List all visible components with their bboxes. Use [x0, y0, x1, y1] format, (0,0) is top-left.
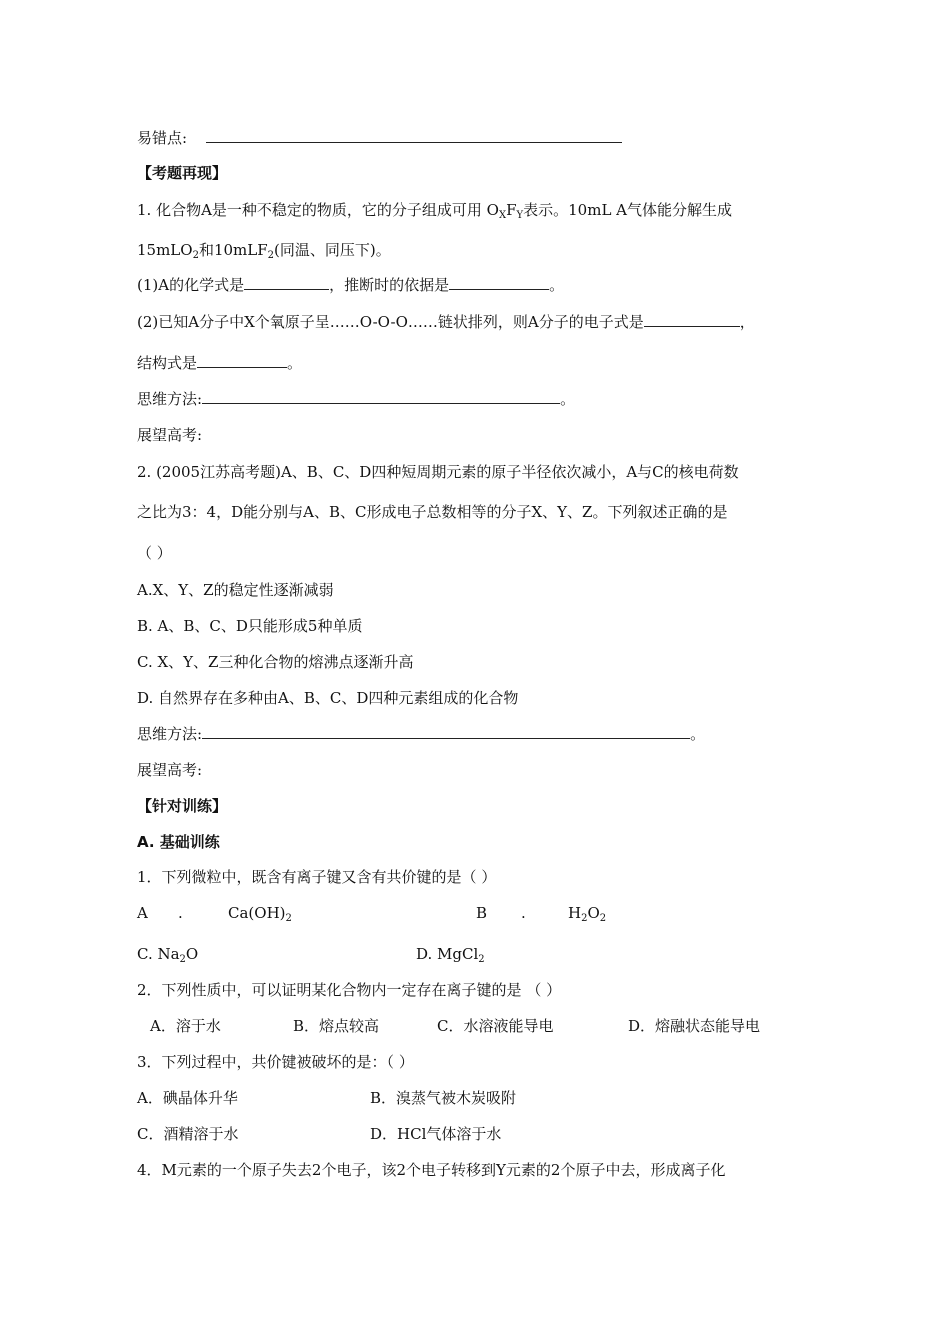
q1-part1-end: 。 [549, 276, 565, 294]
q2-option-a: A.X、Y、Z的稳定性逐渐减弱 [137, 581, 334, 599]
t3-option-a: A．碘晶体升华 [137, 1089, 238, 1107]
t1-a-text: Ca(OH) [228, 904, 286, 922]
q2-method-blank [202, 724, 690, 739]
q1-sub-y: Y [516, 210, 524, 221]
q2-outlook: 展望高考: [137, 761, 203, 779]
section-train-title: 【针对训练】 [137, 797, 228, 815]
q1-method-end: 。 [560, 390, 576, 408]
mistakes-label: 易错点: [137, 129, 188, 147]
q1-part2-comma: ， [739, 313, 755, 331]
t1-b-text2: O [587, 904, 600, 922]
q2-option-d: D. 自然界存在多种由A、B、C、D四种元素组成的化合物 [137, 689, 519, 707]
t1-d-sub: 2 [478, 954, 485, 965]
q2-method-end: 。 [690, 725, 706, 743]
t2-option-c: C．水溶液能导电 [437, 1017, 554, 1035]
t1-option-a-dot: . [178, 904, 183, 922]
t1-b-sub: 2 [581, 913, 588, 924]
t1-c-text: C. Na [137, 945, 180, 963]
q1-outlook: 展望高考: [137, 426, 203, 444]
q1-line2-c: (同温、同压下)。 [274, 241, 391, 259]
q1-part2 [137, 312, 755, 332]
q1-text-b: F [506, 201, 517, 219]
q1-line1 [137, 200, 732, 226]
q1-text-c: 表示。10mL A气体能分解生成 [523, 201, 733, 219]
t2-stem: 2．下列性质中，可以证明某化合物内一定存在离子键的是 （ ） [137, 981, 562, 999]
t2-option-a: A．溶于水 [150, 1017, 221, 1035]
q1-formula-blank [244, 275, 329, 290]
t3-option-c: C．酒精溶于水 [137, 1125, 239, 1143]
q1-structure-end: 。 [287, 354, 303, 372]
q2-paren: （ ） [137, 544, 172, 562]
t3-option-d: D．HCl气体溶于水 [370, 1125, 502, 1143]
t3-stem: 3．下列过程中，共价键被破坏的是：（ ） [137, 1053, 414, 1071]
t2-option-b: B．熔点较高 [293, 1017, 380, 1035]
q1-sub-x: X [498, 210, 507, 221]
q1-part1 [137, 275, 564, 295]
q1-line2-a: 15mLO [137, 241, 193, 259]
q1-method-blank [202, 389, 560, 404]
t4-stem: 4．M元素的一个原子失去2个电子，该2个电子转移到Y元素的2个原子中去，形成离子化 [137, 1161, 726, 1179]
q1-part1-text: (1)A的化学式是 [137, 276, 245, 294]
mistakes-blank [206, 128, 622, 143]
q2-line2: 之比为3：4，D能分别与A、B、C形成电子总数相等的分子X、Y、Z。下列叙述正确的是 [137, 503, 728, 521]
t1-d-text: D. MgCl [416, 945, 479, 963]
q1-structure-blank [197, 353, 287, 368]
mistakes-line [137, 128, 622, 148]
q1-part2-text: (2)已知A分子中X个氧原子呈……O-O-O……链状排列，则A分子的电子式是 [137, 313, 644, 331]
q1-method-label: 思维方法: [137, 390, 203, 408]
q1-line2-sub-b: 2 [267, 250, 275, 261]
t1-option-b-dot: . [521, 904, 526, 922]
t1-option-d [416, 944, 485, 970]
t2-option-d: D．熔融状态能导电 [628, 1017, 761, 1035]
t3-option-b: B．溴蒸气被木炭吸附 [370, 1089, 517, 1107]
section-train-subtitle: A. 基础训练 [137, 833, 220, 851]
t1-stem: 1．下列微粒中，既含有离子键又含有共价键的是（ ） [137, 868, 497, 886]
t1-option-a-label: A [137, 904, 148, 922]
t1-b-sub2: 2 [599, 913, 607, 924]
q1-basis-blank [449, 275, 549, 290]
t1-option-a [228, 903, 292, 929]
q2-line1: 2. (2005江苏高考题)A、B、C、D四种短周期元素的原子半径依次减小，A与C的核电荷数 [137, 463, 739, 481]
q1-line2 [137, 240, 391, 266]
q2-method [137, 724, 705, 744]
t1-option-b [568, 903, 606, 929]
section-exam-title: 【考题再现】 [137, 164, 228, 182]
q2-option-c: C. X、Y、Z三种化合物的熔沸点逐渐升高 [137, 653, 414, 671]
t1-b-text: H [568, 904, 582, 922]
q1-line2-b: 和10mLF [198, 241, 268, 259]
t1-option-b-label: B [476, 904, 488, 922]
q1-structure [137, 353, 302, 373]
q1-structure-text: 结构式是 [137, 354, 198, 372]
t1-c-sub: 2 [179, 954, 186, 965]
q1-method [137, 389, 575, 409]
q1-text-a: 1. 化合物A是一种不稳定的物质，它的分子组成可用 O [137, 201, 499, 219]
q2-method-label: 思维方法: [137, 725, 203, 743]
t1-option-c [137, 944, 198, 970]
q1-line2-sub-a: 2 [192, 250, 199, 261]
t1-c-text2: O [185, 945, 199, 963]
q1-part1-basis: ，推断时的依据是 [329, 276, 450, 294]
t1-a-sub: 2 [285, 913, 292, 924]
q2-option-b: B. A、B、C、D只能形成5种单质 [137, 617, 363, 635]
q1-electron-formula-blank [644, 312, 740, 327]
